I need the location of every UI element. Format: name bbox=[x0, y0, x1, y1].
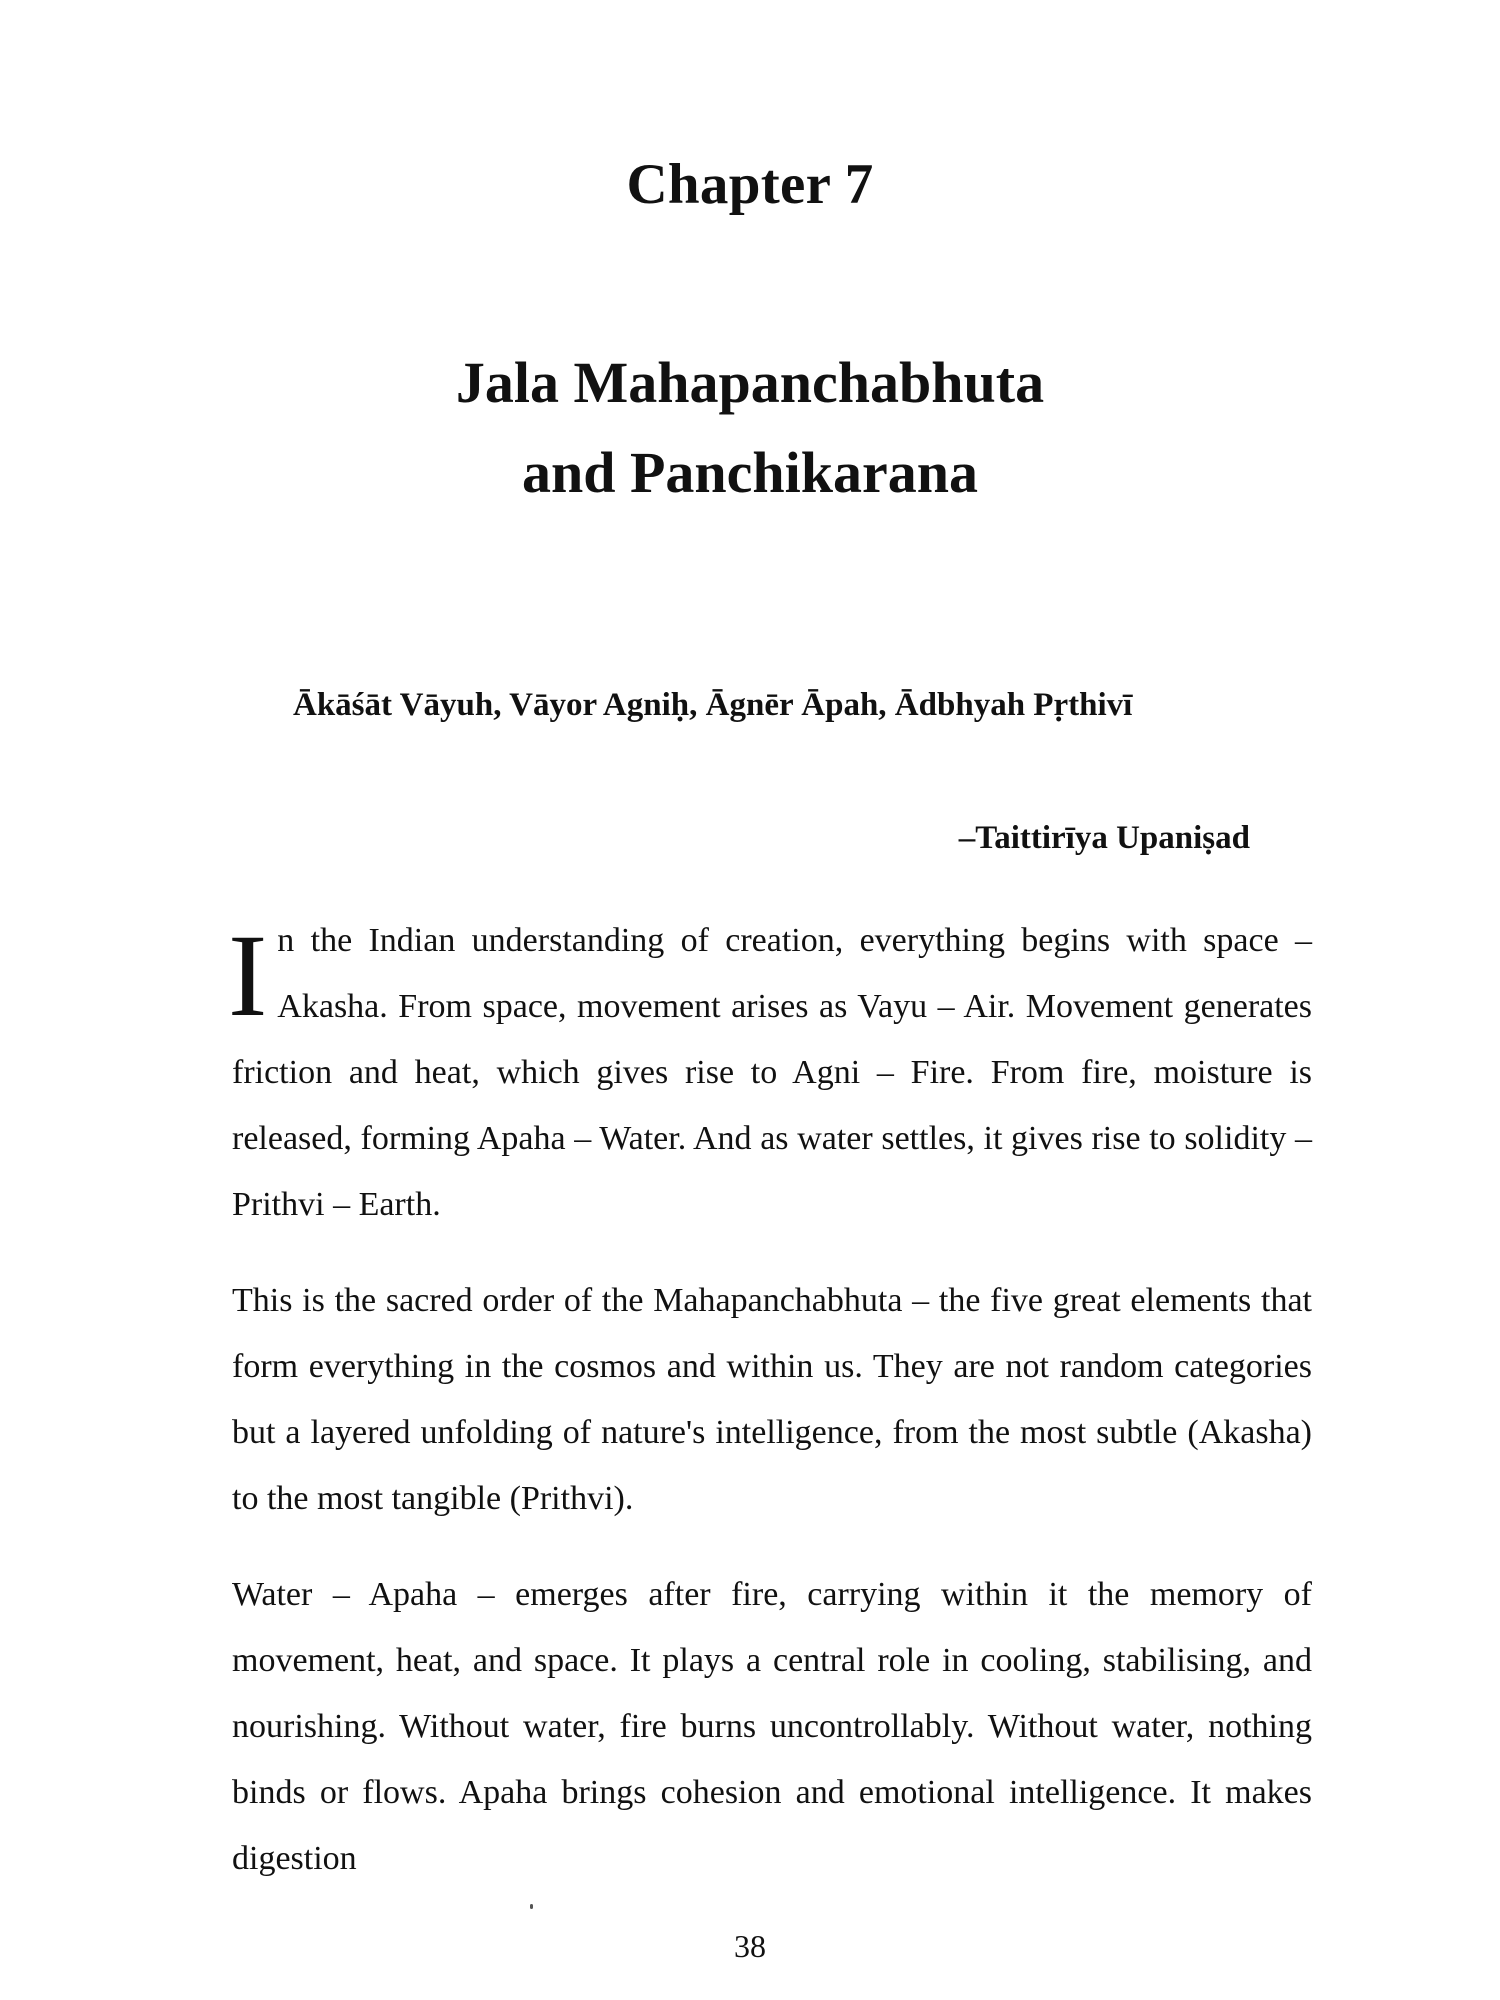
chapter-title bbox=[0, 338, 1500, 518]
paragraph-1 bbox=[228, 908, 1312, 1238]
epigraph-text: Ākāśāt Vāyuh, Vāyor Agniḥ, Āgnēr Āpah, Ādbhyah Pṛthivī bbox=[293, 687, 1133, 723]
page-number: 38 bbox=[734, 1928, 766, 1964]
epigraph-source: –Taittirīya Upaniṣad bbox=[958, 820, 1250, 856]
drop-cap: I bbox=[228, 910, 268, 1041]
scan-speck bbox=[530, 1904, 533, 1909]
chapter-title-line-2: and Panchikarana bbox=[521, 440, 979, 505]
chapter-title-line-1: Jala Mahapanchabhuta bbox=[455, 350, 1045, 415]
paragraph-1-text: n the Indian understanding of creation, everything begins with space – Akasha. From space, movement arises as Vayu – Air. Movement generates friction and heat, which gives rise to Agni – Fire. From fire, moisture is released, forming Apaha – Water. And as water settles, it gives rise to solidity – Prithvi – Earth. bbox=[232, 922, 1312, 1223]
chapter-label: Chapter 7 bbox=[626, 153, 874, 216]
paragraph-2: This is the sacred order of the Mahapanchabhuta – the five great elements that form everything in the cosmos and within us. They are not random categories but a layered unfolding of nature's intelligence, from the most subtle (Akasha) to the most tangible (Prithvi). bbox=[232, 1282, 1312, 1517]
body-text bbox=[228, 908, 1312, 1922]
paragraph-3: Water – Apaha – emerges after fire, carrying within it the memory of movement, heat, and space. It plays a central role in cooling, stabilising, and nourishing. Without water, fire burns uncontrollably. Without water, nothing binds or flows. Apaha brings cohesion and emotional intelligence. It makes digestion bbox=[232, 1576, 1312, 1877]
